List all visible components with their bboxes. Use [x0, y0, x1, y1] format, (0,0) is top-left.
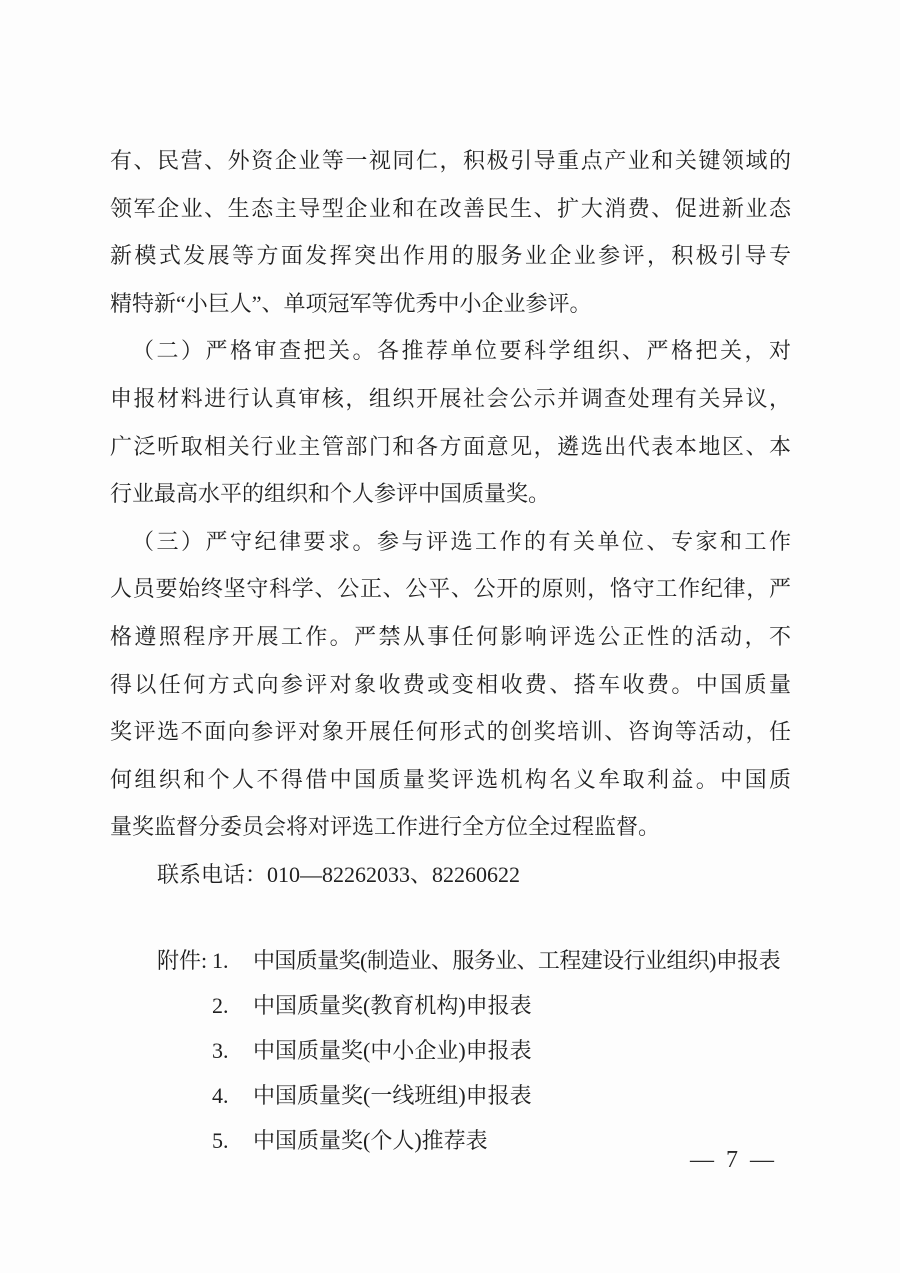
paragraph-2: [110, 327, 791, 517]
attachment-title: 中国质量奖(中小企业)申报表: [253, 1037, 532, 1063]
text-line: 精特新“小巨人”、单项冠军等优秀中小企业参评。: [110, 290, 592, 316]
attachment-title: 中国质量奖(一线班组)申报表: [253, 1083, 532, 1109]
attachment-item: [157, 938, 791, 983]
text-line: （二）严格审查把关。各推荐单位要科学组织、严格把关，对: [132, 338, 791, 364]
text-line: 行业最高水平的组织和个人参评中国质量奖。: [110, 481, 551, 507]
attachment-title: 中国质量奖(制造业、服务业、工程建设行业组织)申报表: [253, 947, 781, 973]
attachment-item: [157, 1028, 791, 1073]
text-line: 何组织和个人不得借中国质量奖评选机构名义牟取利益。中国质: [110, 766, 791, 792]
paragraph-1: [110, 137, 791, 327]
attachment-item: [157, 983, 791, 1028]
text-line: 领军企业、生态主导型企业和在改善民生、扩大消费、促进新业态: [110, 195, 791, 221]
page-number: — 7 —: [690, 1147, 777, 1173]
text-line: 格遵照程序开展工作。严禁从事任何影响评选公正性的活动，不: [110, 623, 791, 649]
contact-paragraph: [110, 851, 791, 899]
attachments-list: [110, 938, 791, 1164]
attachment-number: 3.: [212, 1037, 229, 1063]
text-line: 得以任何方式向参评对象收费或变相收费、搭车收费。中国质量: [110, 671, 791, 697]
attachment-item: [157, 1073, 791, 1118]
attachment-number: 1.: [212, 947, 229, 973]
text-line: 广泛听取相关行业主管部门和各方面意见，遴选出代表本地区、本: [110, 433, 791, 459]
text-line: 有、民营、外资企业等一视同仁，积极引导重点产业和关键领域的: [110, 148, 791, 173]
attachment-number: 4.: [212, 1083, 229, 1109]
text-line: 奖评选不面向参评对象开展任何形式的创奖培训、咨询等活动，任: [110, 719, 791, 745]
text-line: 新模式发展等方面发挥突出作用的服务业企业参评，积极引导专: [110, 243, 791, 269]
contact-line: 联系电话：010—82262033、82260622: [157, 861, 521, 887]
text-line: （三）严守纪律要求。参与评选工作的有关单位、专家和工作: [132, 528, 791, 554]
attachment-title: 中国质量奖(个人)推荐表: [253, 1128, 488, 1154]
attachment-number: 2.: [212, 992, 229, 1018]
attachment-title: 中国质量奖(教育机构)申报表: [253, 992, 532, 1018]
attachment-number: 5.: [212, 1128, 229, 1154]
body-text: [110, 137, 791, 1163]
attachments-label: 附件:: [157, 947, 208, 973]
paragraph-3: [110, 518, 791, 851]
text-line: 人员要始终坚守科学、公正、公平、公开的原则，恪守工作纪律，严: [110, 576, 791, 602]
text-line: 申报材料进行认真审核，组织开展社会公示并调查处理有关异议，: [110, 385, 791, 411]
text-line: 量奖监督分委员会将对评选工作进行全方位全过程监督。: [110, 814, 661, 840]
